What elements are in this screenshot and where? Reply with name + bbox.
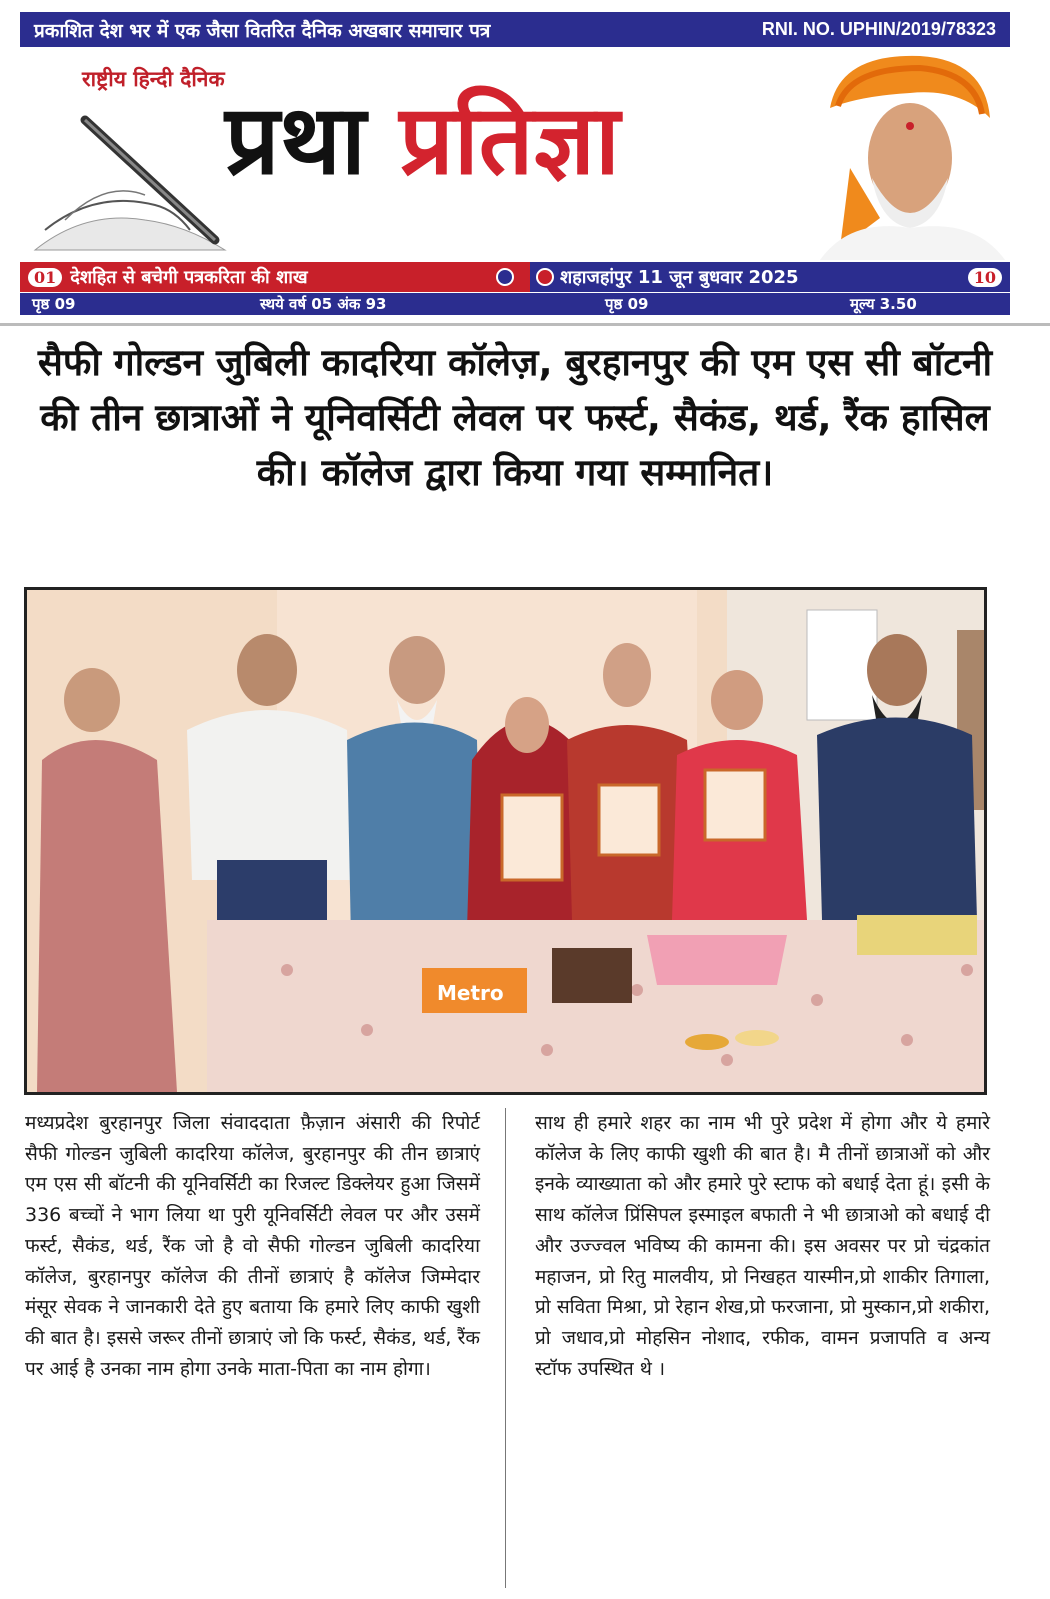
masthead-word-2: प्रतिज्ञा — [399, 84, 620, 196]
page-right: पृष्ठ 09 — [605, 295, 649, 313]
masthead — [225, 84, 620, 196]
page-left: पृष्ठ 09 — [32, 295, 76, 313]
pen-hand-illustration — [25, 110, 235, 255]
masthead-word-1: प्रथा — [225, 84, 366, 196]
group-photo-illustration — [27, 590, 984, 1092]
right-page-number: 10 — [968, 268, 1002, 287]
slogan: देशहित से बचेगी पत्रकरिता की शाख — [70, 267, 308, 288]
article-column-1: मध्यप्रदेश बुरहानपुर जिला संवाददाता फ़ैज़ान अंसारी की रिपोर्ट सैफी गोल्डन जुबिली कादरिया कॉलेज, बुरहानपुर की तीन छात्राएं एम एस सी बॉटनी की यूनिवर्सिटी का रिजल्ट डिक्लेयर हुआ जिसमें 336 बच्चों ने भाग लिया था पुरी यूनिवर्सिटी लेवल पर और उसमें फर्स्ट, सैकंड, थर्ड, रैंक जो है वो सैफी गोल्डन जुबिली कादरिया कॉलेज, बुरहानपुर कॉलेज की तीनों छात्राएं है कॉलेज जिम्मेदार मंसूर सेवक ने जानकारी देते हुए बताया कि हमारे लिए काफी खुशी की बात है। इससे जरूर तीनों छात्राएं जो कि फर्स्ट, सैकंड, थर्ड, रैंक पर आई है उनका नाम होगा उनके माता-पिता का नाम होगा। — [25, 1112, 480, 1380]
news-photo — [24, 587, 987, 1095]
column-divider — [505, 1108, 506, 1588]
left-page-number: 01 — [28, 268, 62, 287]
top-strip — [20, 12, 1010, 47]
rni-number: RNI. NO. UPHIN/2019/78323 — [761, 19, 996, 39]
date-location: शहाजहांपुर 11 जून बुधवार 2025 — [560, 267, 799, 288]
info-bar-left — [20, 262, 520, 292]
info-bar — [20, 262, 1010, 292]
top-strip-text: प्रकाशित देश भर में एक जैसा वितरित दैनिक अखबार समाचार पत्र — [34, 19, 491, 42]
red-dot-icon — [536, 268, 554, 286]
metro-box-label: Metro — [437, 981, 504, 1005]
info-bar-right — [530, 262, 1010, 292]
meta-bar — [20, 293, 1010, 315]
article-column-2: साथ ही हमारे शहर का नाम भी पुरे प्रदेश में होगा और ये हमारे कॉलेज के लिए काफी खुशी की बात है। मै तीनों छात्राओं को और इनके व्याख्याता को और हमारे पुरे स्टाफ को बधाई देता हूं। इसी के साथ कॉलेज प्रिंसिपल इस्माइल बफाती ने भी छात्राओ को बधाई दी और उज्ज्वल भविष्य की कामना की। इस अवसर पर प्रो चंद्रकांत महाजन, प्रो रितु मालवीय, प्रो निखहत यास्मीन,प्रो शाकीर तिगाला, प्रो सविता मिश्रा, प्रो रेहान शेख,प्रो फरजाना, प्रो मुस्कान,प्रो शकीरा, प्रो जधाव,प्रो मोहसिन नोशाद, रफीक, वामन प्रजापति व अन्य स्टॉफ उपस्थित थे । — [535, 1112, 990, 1380]
headline: सैफी गोल्डन जुबिली कादरिया कॉलेज़, बुरहानपुर की एम एस सी बॉटनी की तीन छात्राओं ने यूनिवर्सिटी लेवल पर फर्स्ट, सैकंड, थर्ड, रैंक हासिल की। कॉलेज द्वारा किया गया सम्मानित। — [37, 341, 993, 494]
divider-rule — [0, 323, 1050, 326]
portrait-photo — [810, 48, 1010, 260]
tagline: राष्ट्रीय हिन्दी दैनिक — [82, 67, 225, 91]
blue-dot-icon — [496, 268, 514, 286]
year-issue: स्थये वर्ष 05 अंक 93 — [260, 295, 387, 313]
price: मूल्य 3.50 — [850, 295, 917, 313]
